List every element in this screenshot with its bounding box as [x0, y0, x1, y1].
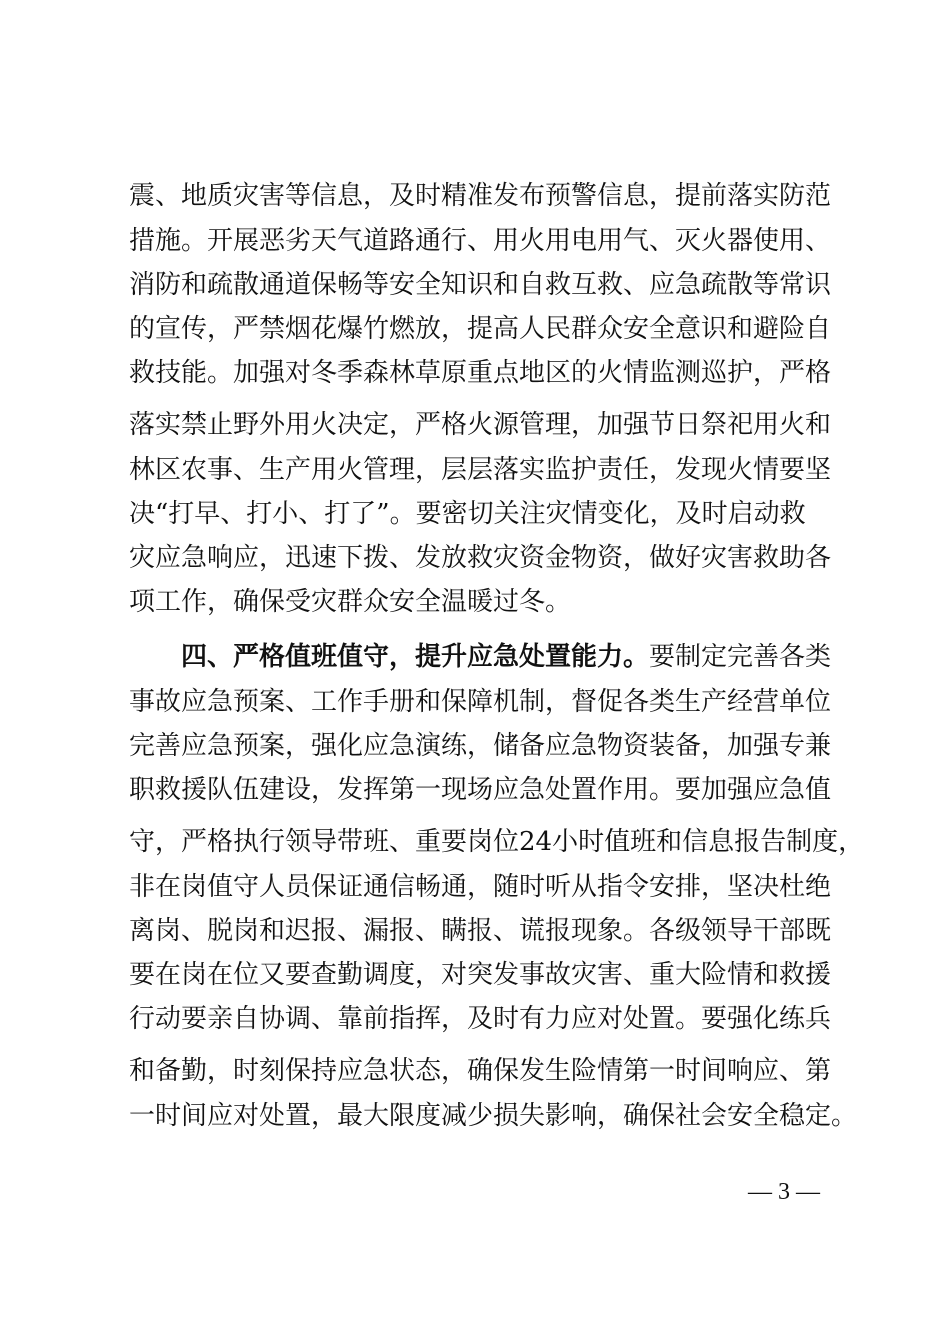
paragraph-line: 灾应急响应，迅速下拨、发放救灾资金物资，做好灾害救助各: [129, 543, 832, 573]
section-heading: 四、严格值班值守，提升应急处置能力。: [181, 642, 650, 672]
paragraph-line: 职救援队伍建设，发挥第一现场应急处置作用。要加强应急值: [129, 775, 832, 805]
paragraph-line: 的宣传，严禁烟花爆竹燃放，提高人民群众安全意识和避险自: [129, 314, 832, 344]
paragraph-line: 项工作，确保受灾群众安全温暖过冬。: [129, 587, 572, 617]
paragraph-line: 离岗、脱岗和迟报、漏报、瞒报、谎报现象。各级领导干部既: [129, 916, 832, 946]
paragraph-line: 守，严格执行领导带班、重要岗位24小时值班和信息报告制度，: [129, 827, 865, 857]
paragraph-line: 事故应急预案、工作手册和保障机制，督促各类生产经营单位: [129, 687, 832, 717]
paragraph-line: 行动要亲自协调、靠前指挥，及时有力应对处置。要强化练兵: [129, 1004, 832, 1034]
page-number: — 3 —: [748, 1179, 820, 1205]
paragraph-line: 和备勤，时刻保持应急状态，确保发生险情第一时间响应、第: [129, 1056, 832, 1086]
section-heading-continuation: 要制定完善各类: [649, 642, 832, 672]
paragraph-line: 救技能。加强对冬季森林草原重点地区的火情监测巡护，严格: [129, 358, 832, 388]
paragraph-line: 措施。开展恶劣天气道路通行、用火用电用气、灭火器使用、: [129, 226, 832, 256]
paragraph-line: 完善应急预案，强化应急演练，储备应急物资装备，加强专兼: [129, 731, 832, 761]
paragraph-line: 林区农事、生产用火管理，层层落实监护责任，发现火情要坚: [129, 455, 832, 485]
paragraph-line: 震、地质灾害等信息，及时精准发布预警信息，提前落实防范: [129, 181, 832, 211]
paragraph-line: 要在岗在位又要查勤调度，对突发事故灾害、重大险情和救援: [129, 960, 832, 990]
paragraph-line: 落实禁止野外用火决定，严格火源管理，加强节日祭祀用火和: [129, 410, 832, 440]
paragraph-line: 一时间应对处置，最大限度减少损失影响，确保社会安全稳定。: [129, 1101, 858, 1131]
paragraph-line: 非在岗值守人员保证通信畅通，随时听从指令安排，坚决杜绝: [129, 872, 832, 902]
section-heading-line: [181, 637, 832, 677]
paragraph-line: 决“打早、打小、打了”。要密切关注灾情变化，及时启动救: [129, 499, 806, 529]
paragraph-line: 消防和疏散通道保畅等安全知识和自救互救、应急疏散等常识: [129, 270, 832, 300]
